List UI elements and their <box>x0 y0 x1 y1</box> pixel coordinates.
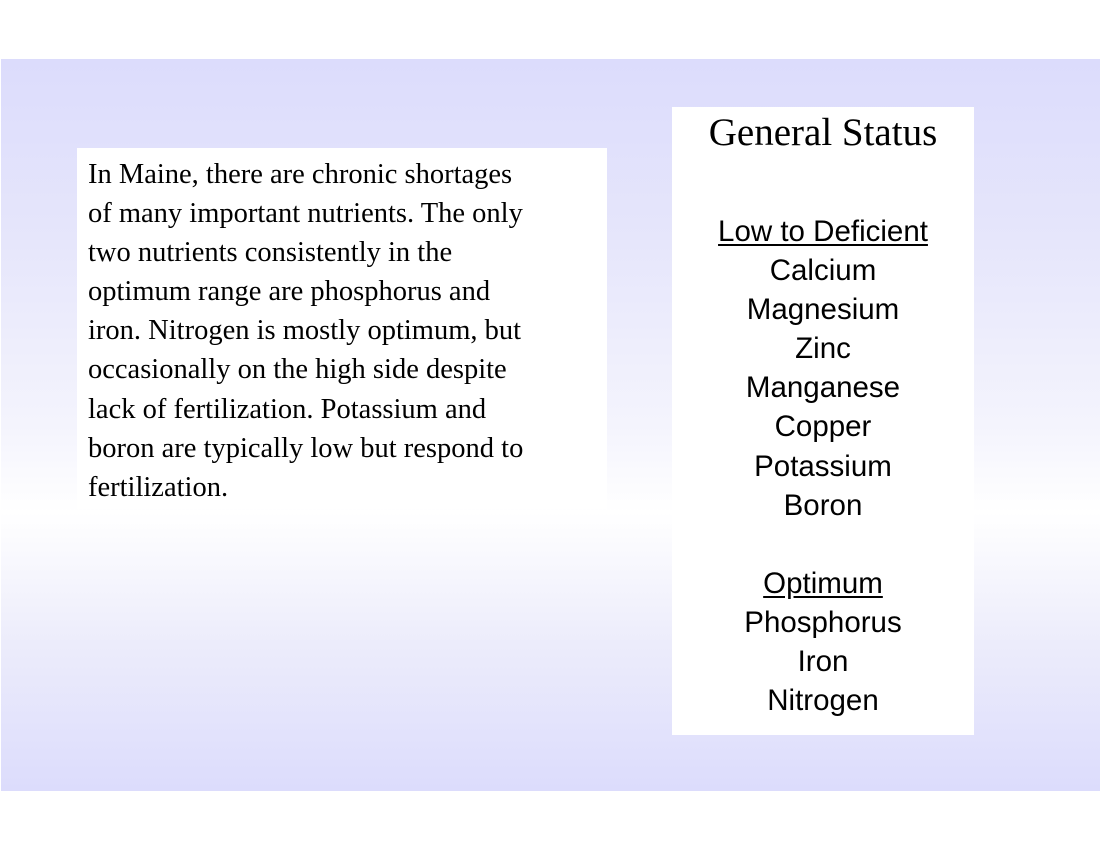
nutrient-summary-text: In Maine, there are chronic shortages of many important nutrients. The only two nutrients consistently in the optimum range are phosphorus and iron. Nitrogen is mostly optimum, but occasionally on the high side despite lack of fertilization. Potassium and boron are typically low but respond to fertilization. <box>77 148 607 509</box>
general-status-panel <box>672 107 974 735</box>
optimum-item-iron: Iron <box>797 645 849 679</box>
low-item-magnesium: Magnesium <box>746 293 900 327</box>
low-item-copper: Copper <box>774 410 872 444</box>
low-item-zinc: Zinc <box>795 332 851 366</box>
low-item-manganese: Manganese <box>745 371 901 405</box>
optimum-item-phosphorus: Phosphorus <box>744 605 902 639</box>
low-item-potassium: Potassium <box>754 449 892 483</box>
section-spacer <box>672 525 974 564</box>
status-list <box>672 212 974 720</box>
general-status-title: General Status <box>708 111 938 154</box>
low-item-boron: Boron <box>783 488 863 522</box>
optimum-item-nitrogen: Nitrogen <box>767 684 879 718</box>
low-to-deficient-heading: Low to Deficient <box>718 215 928 248</box>
optimum-heading: Optimum <box>763 566 883 600</box>
low-item-calcium: Calcium <box>769 254 877 288</box>
